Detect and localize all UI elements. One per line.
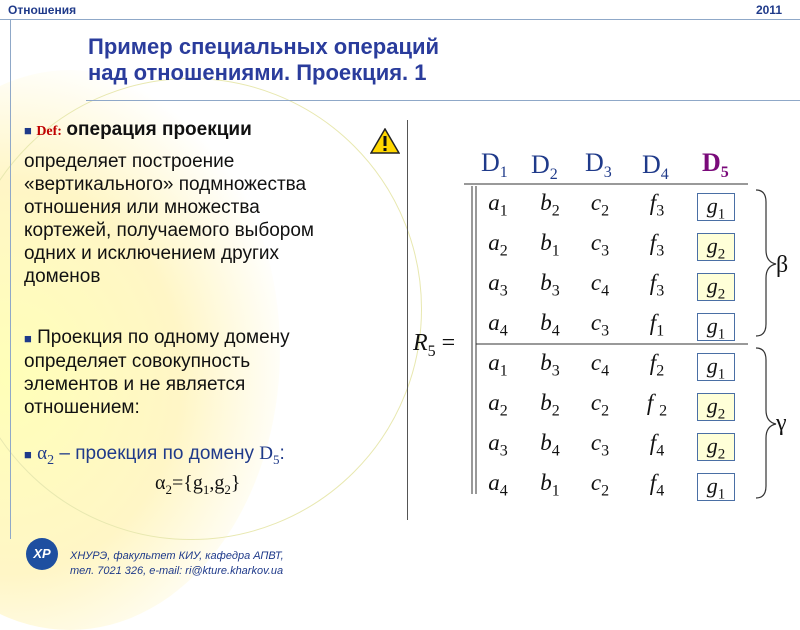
text-line: определяет совокупность bbox=[24, 351, 251, 372]
alpha-line: ■ $\alpha_2$ – проекция по домену $D_5$: bbox=[24, 443, 285, 468]
table-cell: $a_3$ bbox=[488, 270, 508, 300]
table-cell: f $_2$ bbox=[646, 390, 668, 420]
d5-cell: $g_2$ bbox=[697, 393, 735, 421]
domain-header-d4: $D_4$ bbox=[642, 150, 669, 184]
table-cell: $a_1$ bbox=[488, 350, 508, 380]
table-cell: $c_4$ bbox=[590, 270, 610, 300]
domain-header-d1: $D_1$ bbox=[481, 148, 508, 182]
d5-cell: $g_1$ bbox=[697, 193, 735, 221]
header-divider bbox=[0, 19, 800, 20]
def-label: Def: bbox=[36, 124, 62, 139]
footer-line: ХНУРЭ, факультет КИУ, кафедра АПВТ, bbox=[70, 550, 284, 562]
group-beta-label: β bbox=[776, 252, 789, 278]
d5-cell: $g_1$ bbox=[697, 353, 735, 381]
group-gamma-label: γ bbox=[776, 410, 787, 436]
footer-contact bbox=[70, 549, 284, 579]
table-cell: $b_2$ bbox=[540, 390, 560, 420]
table-cell: $b_3$ bbox=[540, 350, 560, 380]
footer-line: тел. 7021 326, e-mail: ri@kture.kharkov.ua bbox=[70, 565, 284, 577]
bullet-icon: ■ bbox=[24, 447, 32, 462]
table-cell: $f_1$ bbox=[649, 310, 665, 340]
table-cell: $b_1$ bbox=[540, 230, 560, 260]
text-line: доменов bbox=[24, 266, 101, 287]
bullet-icon: ■ bbox=[24, 123, 32, 138]
text-line: кортежей, получаемого выбором bbox=[24, 220, 314, 241]
table-cell: $a_4$ bbox=[488, 470, 508, 500]
text-line: элементов и не является bbox=[24, 374, 246, 395]
table-cell: $f_3$ bbox=[649, 230, 665, 260]
table-cell: $b_3$ bbox=[540, 270, 560, 300]
d5-cell: $g_2$ bbox=[697, 433, 735, 461]
header-year: 2011 bbox=[755, 3, 782, 17]
table-cell: $b_1$ bbox=[540, 470, 560, 500]
table-cell: $a_2$ bbox=[488, 390, 508, 420]
text-line: «вертикального» подмножества bbox=[24, 174, 307, 195]
d5-cell: $g_1$ bbox=[697, 473, 735, 501]
table-cell: $f_4$ bbox=[649, 430, 665, 460]
slide-title bbox=[88, 34, 439, 86]
table-cell: $a_3$ bbox=[488, 430, 508, 460]
table-cell: $c_3$ bbox=[590, 310, 610, 340]
table-cell: $b_4$ bbox=[540, 310, 560, 340]
left-border bbox=[10, 19, 11, 539]
table-cell: $f_4$ bbox=[649, 470, 665, 500]
table-cell: $c_3$ bbox=[590, 230, 610, 260]
text-line: отношением: bbox=[24, 397, 140, 418]
text-line: отношения или множества bbox=[24, 197, 260, 218]
bullet-icon: ■ bbox=[24, 331, 32, 346]
alpha-formula: $\alpha_2=\{g_1,g_2\}$ bbox=[155, 472, 241, 497]
table-cell: $f_2$ bbox=[649, 350, 665, 380]
table-cell: $f_3$ bbox=[649, 270, 665, 300]
table-cell: $c_2$ bbox=[590, 470, 610, 500]
table-cell: $b_4$ bbox=[540, 430, 560, 460]
projection-paragraph bbox=[24, 326, 404, 419]
definition-paragraph bbox=[24, 150, 404, 288]
domain-header-d5: $D_5$ bbox=[702, 148, 729, 182]
domain-header-d3: $D_3$ bbox=[585, 148, 612, 182]
def-title: операция проекции bbox=[66, 119, 252, 140]
text-line: одних и исключением других bbox=[24, 243, 280, 264]
title-line-1: Пример специальных операций bbox=[88, 34, 440, 59]
table-cell: $a_4$ bbox=[488, 310, 508, 340]
text-line: Проекция по одному домену bbox=[37, 327, 290, 348]
header-topic: Отношения bbox=[8, 3, 77, 17]
text-line: определяет построение bbox=[24, 151, 235, 172]
relation-label: $R_5$ = bbox=[413, 330, 456, 360]
d5-cell: $g_2$ bbox=[697, 273, 735, 301]
table-cell: $c_3$ bbox=[590, 430, 610, 460]
table-cell: $c_2$ bbox=[590, 190, 610, 220]
d5-cell: $g_2$ bbox=[697, 233, 735, 261]
title-line-2: над отношениями. Проекция. 1 bbox=[88, 60, 427, 85]
table-cell: $c_4$ bbox=[590, 350, 610, 380]
column-divider bbox=[407, 120, 408, 520]
title-divider bbox=[86, 100, 800, 101]
table-cell: $b_2$ bbox=[540, 190, 560, 220]
university-logo: ХР bbox=[26, 538, 58, 570]
table-cell: $a_2$ bbox=[488, 230, 508, 260]
table-cell: $a_1$ bbox=[488, 190, 508, 220]
domain-header-d2: $D_2$ bbox=[531, 150, 558, 184]
d5-cell: $g_1$ bbox=[697, 313, 735, 341]
table-cell: $f_3$ bbox=[649, 190, 665, 220]
definition-heading bbox=[24, 118, 252, 141]
group-braces bbox=[752, 188, 782, 503]
table-cell: $c_2$ bbox=[590, 390, 610, 420]
